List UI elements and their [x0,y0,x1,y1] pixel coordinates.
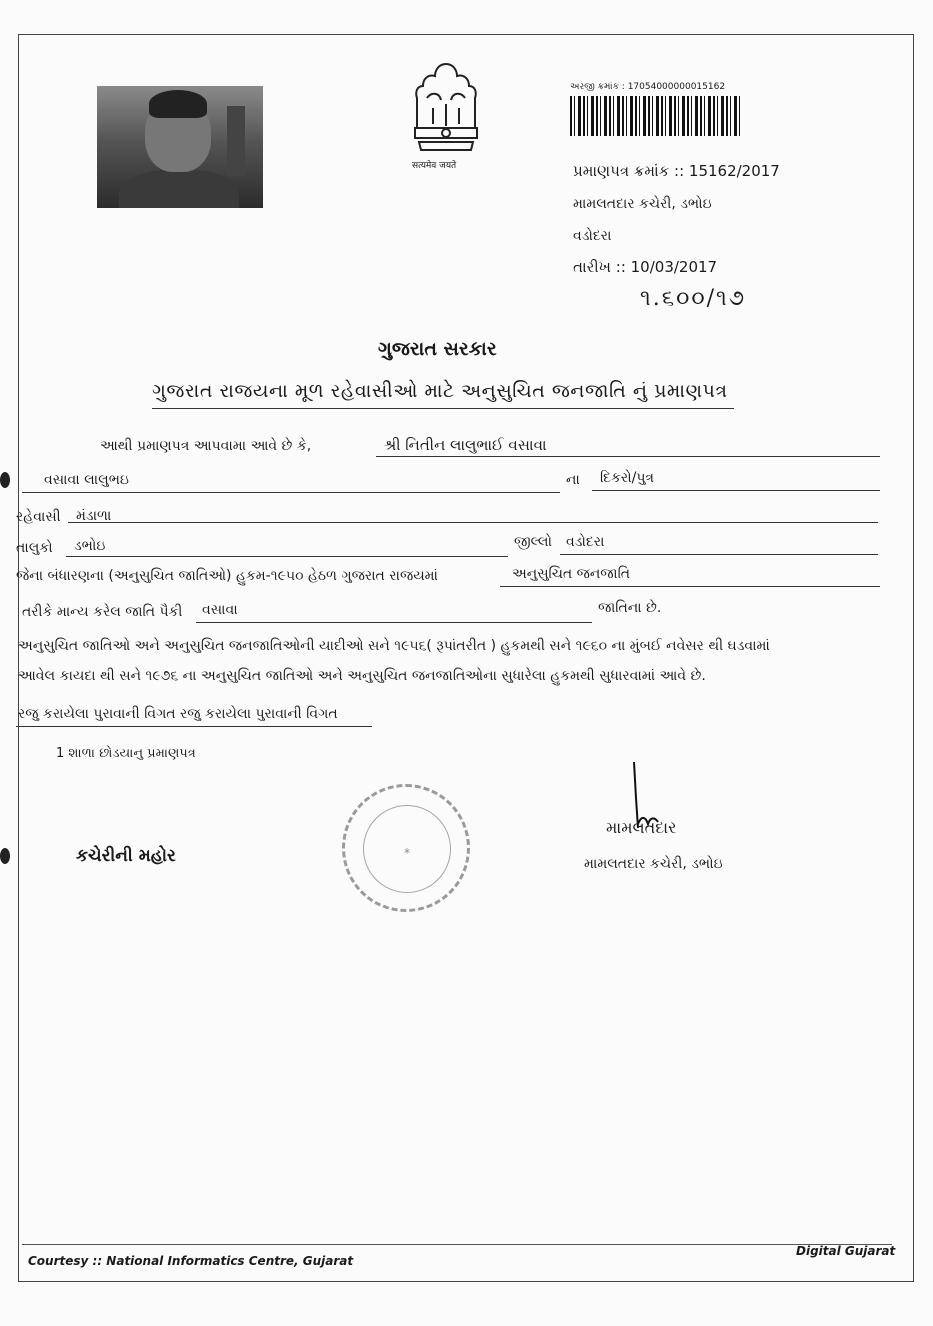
barcode [570,96,740,136]
office-district: વડોદરા [573,228,612,244]
evidence-item: 1 શાળા છોડયાનુ પ્રમાણપત્ર [56,746,196,761]
footer-courtesy: Courtesy :: National Informatics Centre, Gujarat [28,1254,354,1268]
issue-date: તારીખ :: 10/03/2017 [573,258,718,276]
relation: દિકરો/પુત્ર [600,470,655,486]
residence-label: રહેવાસી [16,509,61,525]
field-line [22,492,560,493]
government-name: ગુજરાત સરકાર [378,338,497,360]
caste-suffix: જાતિના છે. [598,600,662,616]
field-line [560,554,878,555]
district: વડોદરા [566,534,605,550]
caste: વસાવા [202,602,238,618]
application-number: અરજી ક્રમાંક : 17054000000015162 [570,82,726,92]
father-name: વસાવા લાલુભઇ [44,472,129,488]
office-seal-label: કચેરીની મહોર [76,846,176,866]
taluka: ડભોઇ [74,538,106,554]
taluka-label: તાલુકો [16,540,53,556]
certificate-number: પ્રમાણપત્ર ક્રમાંક :: 15162/2017 [573,162,780,180]
national-emblem-icon [405,58,487,156]
district-label: જીલ્લો [514,534,552,550]
certify-label: આથી પ્રમાણપત્ર આપવામા આવે છે કે, [100,438,312,454]
paragraph-line-1: અનુસુચિત જાતિઓ અને અનુસુચિત જનજાતિઓની યાદીઓ સને ૧૯૫૬( રૂપાંતરીત ) હુકમથી સને ૧૯૬૦ ના મુંબઈ નવેસર થી ઘડવામાં [18,638,770,654]
punch-hole [0,848,10,864]
of-label: ના [566,472,580,488]
residence: મંડાળા [76,508,112,524]
certificate-title: ગુજરાત રાજયના મૂળ રહેવાસીઓ માટે અનુસુચિત જનજાતિ નું પ્રમાણપત્ર [152,380,728,402]
punch-hole [0,472,10,488]
category: અનુસુચિત જનજાતિ [512,566,631,582]
handwritten-reference: ૧.૬૦૦/૧૭ [640,286,747,311]
field-line [196,622,592,623]
issuing-office: મામલતદાર કચેરી, ડભોઇ [573,196,712,212]
field-line [592,490,880,491]
emblem-motto: सत्यमेव जयते [412,161,457,171]
order-text: જેના બંધારણના (અનુસુચિત જાતિઓ) હુકમ-૧૯૫૦ હેઠળ ગુજરાત રાજયમાં [16,568,438,584]
field-line [500,586,880,587]
recognized-label: તરીકે માન્ય કરેલ જાતિ પૈકી [22,604,183,620]
footer-brand: Digital Gujarat [796,1244,896,1258]
title-underline [152,408,734,409]
field-line [68,522,878,523]
applicant-photo [97,86,263,208]
signatory-title: મામલતદાર [606,818,677,837]
evidence-underline [16,726,372,727]
paragraph-line-2: આવેલ કાયદા થી સને ૧૯૭૬ ના અનુસુચિત જાતિઓ અને અનુસુચિત જનજાતિઓના સુધારેલા હુકમથી સુધારવામાં આવે છે. [18,668,706,684]
field-line [376,456,880,457]
signatory-office: મામલતદાર કચેરી, ડભોઇ [584,856,723,872]
field-line [66,556,508,557]
page-border [18,34,914,1282]
evidence-heading: રજુ કરાયેલા પુરાવાની વિગત રજુ કરાયેલા પુરાવાની વિગત [18,706,338,722]
office-stamp: * [342,784,470,912]
person-name: શ્રી નિતીન લાલુભાઈ વસાવા [384,436,547,454]
